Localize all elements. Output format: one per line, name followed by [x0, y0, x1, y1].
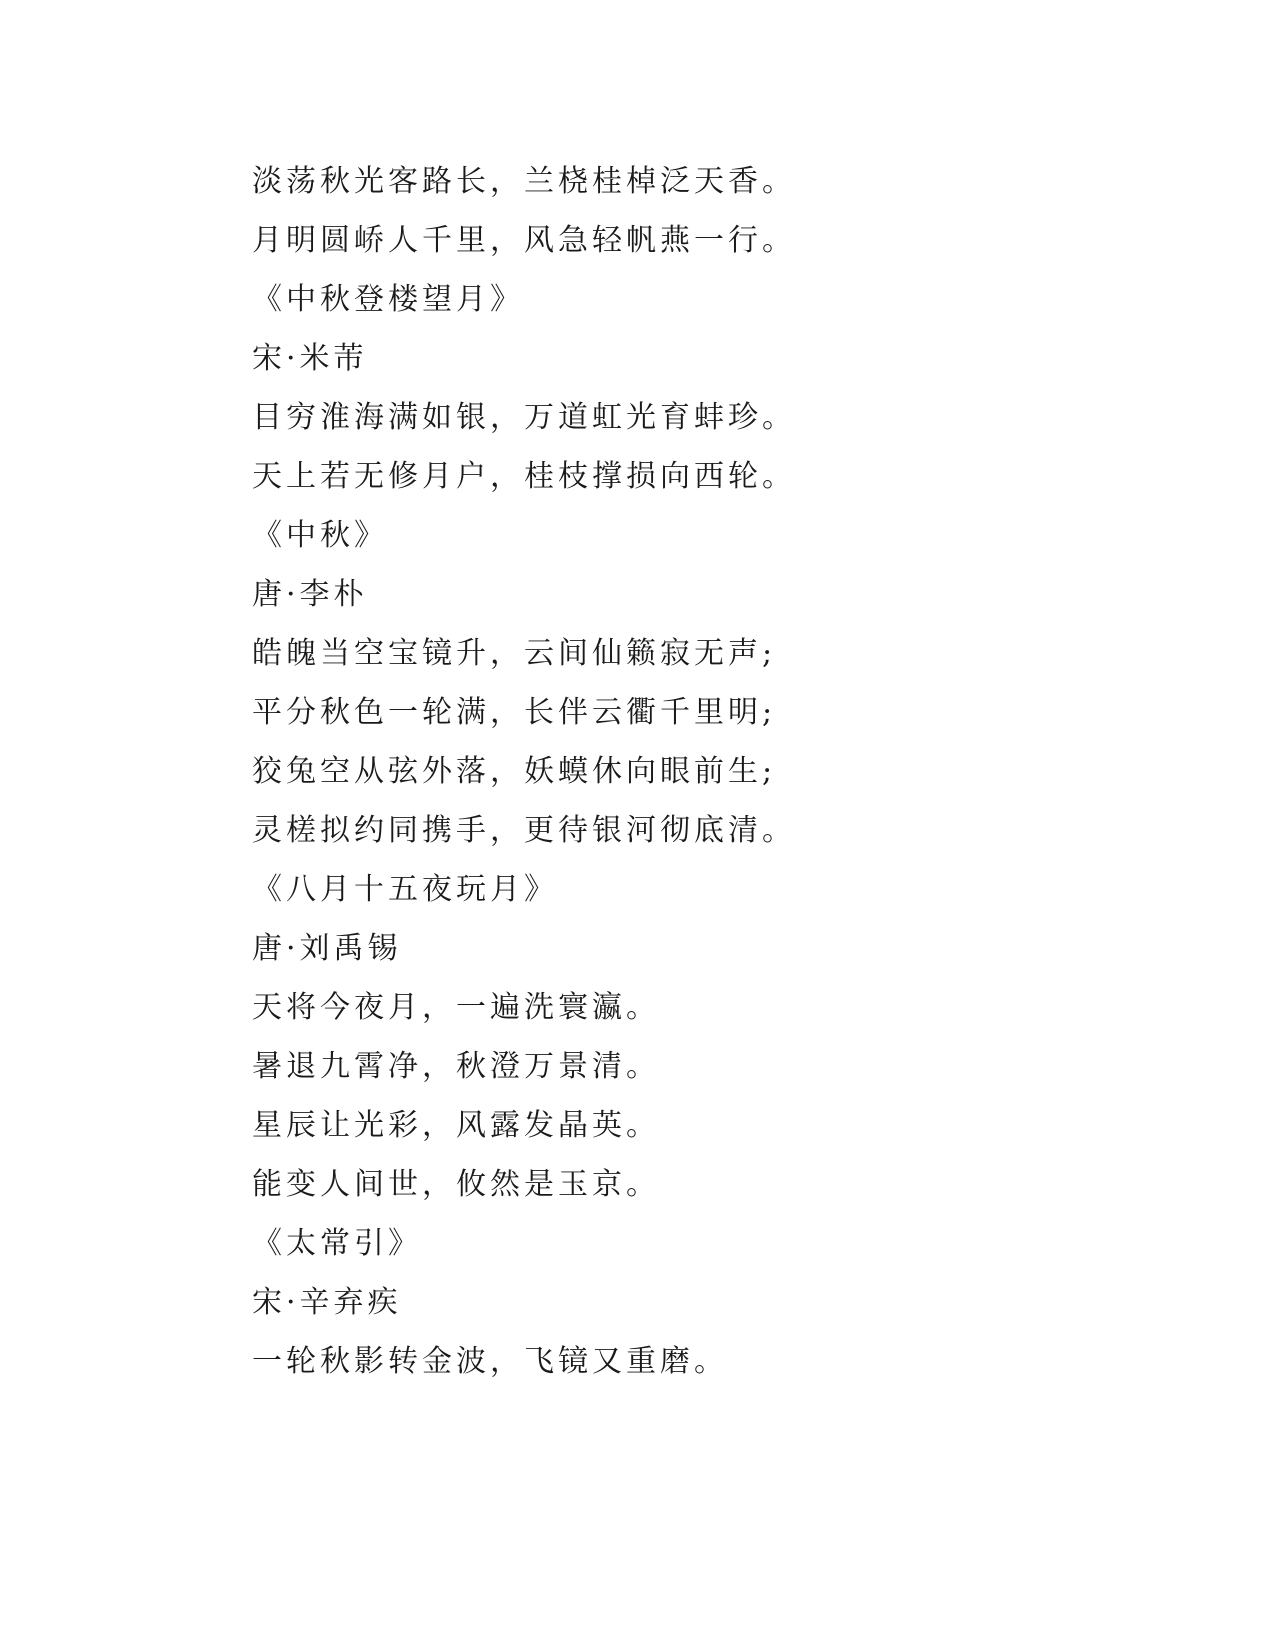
- verse-line: 狡兔空从弦外落，妖蟆休向眼前生;: [252, 754, 777, 789]
- verse-line: 星辰让光彩，风露发晶英。: [252, 1108, 660, 1143]
- verse-line: 暑退九霄净，秋澄万景清。: [252, 1049, 660, 1084]
- poem-title: 《中秋》: [252, 518, 388, 553]
- poem-author: 唐·李朴: [252, 577, 368, 612]
- verse-line: 一轮秋影转金波，飞镜又重磨。: [252, 1344, 728, 1379]
- verse-line: 能变人间世，攸然是玉京。: [252, 1167, 660, 1202]
- verse-line: 月明圆峤人千里，风急轻帆燕一行。: [252, 223, 796, 258]
- verse-line: 灵槎拟约同携手，更待银河彻底清。: [252, 813, 796, 848]
- poem-author: 宋·辛弃疾: [252, 1285, 402, 1320]
- verse-line: 淡荡秋光客路长，兰桡桂棹泛天香。: [252, 164, 796, 199]
- verse-line: 皓魄当空宝镜升，云间仙籁寂无声;: [252, 636, 777, 671]
- verse-line: 天上若无修月户，桂枝撑损向西轮。: [252, 459, 796, 494]
- poem-title: 《八月十五夜玩月》: [252, 872, 558, 907]
- poem-author: 宋·米芾: [252, 341, 368, 376]
- poem-title: 《太常引》: [252, 1226, 422, 1261]
- verse-line: 目穷淮海满如银，万道虹光育蚌珍。: [252, 400, 796, 435]
- poem-author: 唐·刘禹锡: [252, 931, 402, 966]
- verse-line: 天将今夜月，一遍洗寰瀛。: [252, 990, 660, 1025]
- poem-text-body: [252, 152, 1052, 1391]
- verse-line: 平分秋色一轮满，长伴云衢千里明;: [252, 695, 777, 730]
- poem-title: 《中秋登楼望月》: [252, 282, 524, 317]
